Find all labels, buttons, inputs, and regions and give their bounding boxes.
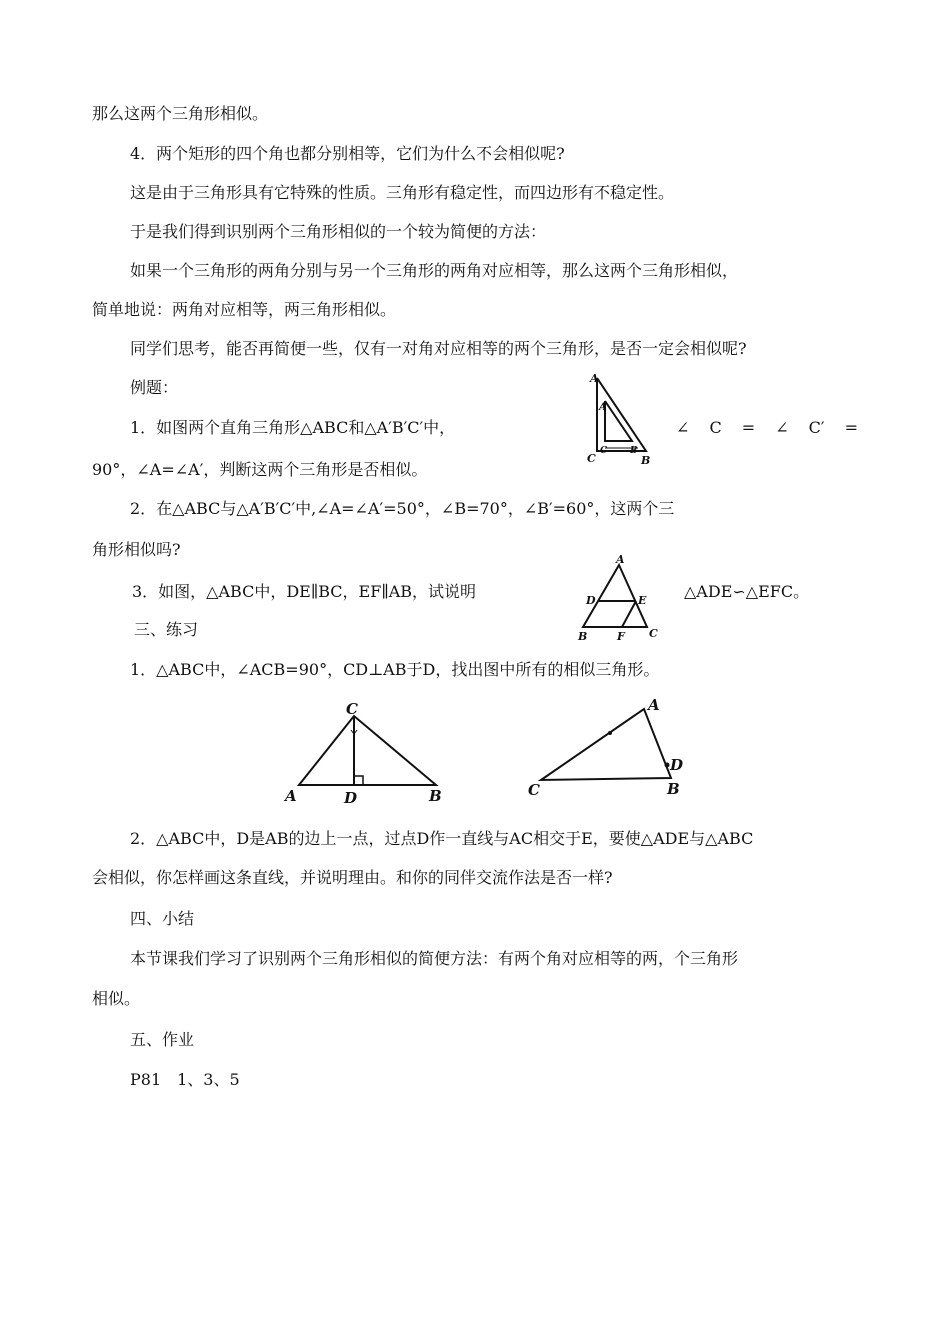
practice-2-text: 2．△ABC中，D是AB的边上一点，过点D作一直线与AC相交于E，要使△ADE与△ABC (130, 829, 754, 848)
label-D: D (670, 756, 684, 774)
section-heading: 例题： (130, 378, 179, 397)
paragraph: 简单地说：两角对应相等，两三角形相似。 (92, 300, 397, 319)
label-A: A (590, 372, 599, 385)
summary-text: 本节课我们学习了识别两个三角形相似的简便方法：有两个角对应相等的两，个三角形 (130, 949, 739, 968)
paragraph: 同学们思考，能否再简便一些，仅有一对角对应相等的两个三角形，是否一定会相似呢? (130, 339, 747, 358)
label-A-prime: A (599, 402, 607, 413)
label-A: A (648, 696, 660, 714)
label-B-prime: B (630, 446, 638, 456)
example-1-angle-tail: ∠ C = ∠ C′ = (676, 418, 858, 437)
example-3-text: △ADE∽△EFC。 (684, 582, 810, 601)
figure-triangle-with-point (522, 694, 697, 804)
label-C: C (528, 781, 540, 799)
label-C: C (587, 452, 596, 465)
label-C-prime: C (600, 446, 608, 456)
example-1-text: 1．如图两个直角三角形△ABC和△A′B′C′中， (130, 418, 456, 437)
example-2-text: 角形相似吗? (92, 540, 181, 559)
example-1-text: 90°，∠A=∠A′，判断这两个三角形是否相似。 (92, 460, 428, 479)
summary-text: 相似。 (92, 989, 141, 1008)
figure-triangle-parallel-lines (574, 552, 664, 644)
paragraph: 那么这两个三角形相似。 (92, 104, 269, 123)
label-D: D (586, 594, 596, 607)
section-heading: 四、小结 (130, 909, 195, 928)
paragraph: 这是由于三角形具有它特殊的性质。三角形有稳定性，而四边形有不稳定性。 (130, 183, 675, 202)
paragraph: 于是我们得到识别两个三角形相似的一个较为简便的方法： (130, 222, 547, 241)
label-B: B (578, 630, 588, 643)
paragraph: 4．两个矩形的四个角也都分别相等，它们为什么不会相似呢? (130, 144, 565, 163)
label-F: F (617, 630, 625, 643)
label-D: D (344, 789, 358, 806)
practice-2-text: 会相似，你怎样画这条直线，并说明理由。和你的同伴交流作法是否一样? (92, 868, 613, 887)
example-2-text: 2．在△ABC与△A′B′C′中,∠A=∠A′=50°，∠B=70°，∠B′=60°，这两个三 (130, 499, 675, 518)
label-B: B (667, 780, 680, 798)
label-B: B (429, 787, 442, 805)
paragraph: 如果一个三角形的两角分别与另一个三角形的两角对应相等，那么这两个三角形相似， (130, 261, 739, 280)
practice-1-text: 1．△ABC中，∠ACB=90°，CD⊥AB于D，找出图中所有的相似三角形。 (130, 660, 660, 679)
section-heading: 五、作业 (130, 1030, 195, 1049)
homework-text: P81 1、3、5 (130, 1070, 240, 1089)
label-A: A (616, 553, 625, 566)
figure-two-right-triangles (578, 368, 658, 468)
figure-right-triangle-altitude (280, 696, 450, 806)
label-A: A (285, 787, 297, 805)
label-B: B (641, 454, 651, 467)
label-C: C (346, 700, 358, 718)
example-3-text: 3．如图，△ABC中，DE∥BC，EF∥AB，试说明 (132, 582, 477, 601)
label-C: C (649, 627, 658, 640)
label-E: E (638, 594, 647, 607)
section-heading: 三、练习 (134, 620, 199, 639)
